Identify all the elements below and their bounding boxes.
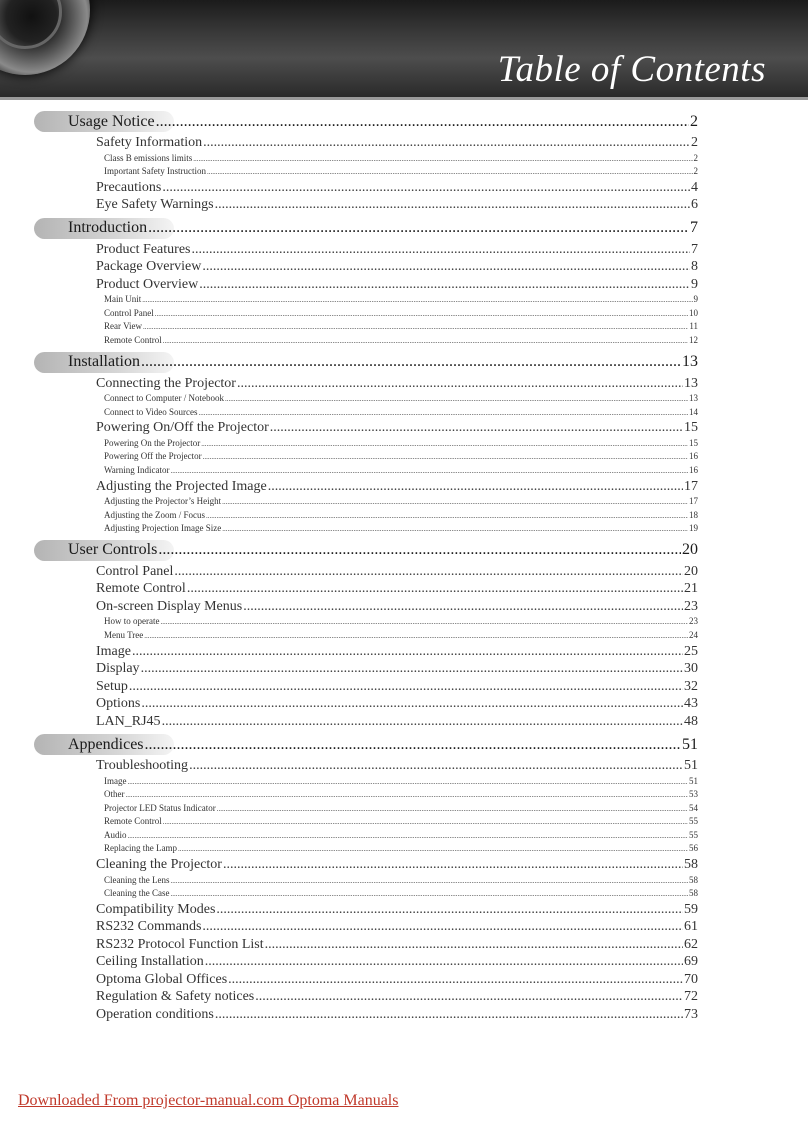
toc-entry-page-number: 30 xyxy=(684,661,698,676)
dot-leader xyxy=(223,857,683,873)
dot-leader xyxy=(160,616,688,626)
toc-entry-label: Product Features xyxy=(96,241,191,257)
toc-entry-label: Package Overview xyxy=(96,259,202,275)
toc-entry-level-1[interactable] xyxy=(34,217,698,240)
dot-leader xyxy=(217,803,688,813)
toc-entry-label: Optoma Global Offices xyxy=(96,971,228,987)
toc-entry-level-2[interactable] xyxy=(96,1007,698,1025)
toc-entry-level-2[interactable] xyxy=(96,919,698,937)
toc-entry-page-number: 32 xyxy=(684,678,698,694)
dot-leader xyxy=(145,736,681,754)
toc-entry-level-3[interactable] xyxy=(104,789,698,803)
dot-leader xyxy=(143,321,688,331)
dot-leader xyxy=(132,644,683,660)
toc-entry-page-number: 23 xyxy=(684,598,698,614)
toc-entry-level-3[interactable] xyxy=(104,630,698,644)
toc-entry-level-3[interactable] xyxy=(104,875,698,889)
toc-entry-page-number: 51 xyxy=(689,775,698,786)
toc-entry-label: Setup xyxy=(96,678,128,694)
dot-leader xyxy=(237,376,683,392)
toc-entry-page-number: 6 xyxy=(691,197,698,213)
toc-entry-level-3[interactable] xyxy=(104,407,698,421)
toc-entry-page-number: 7 xyxy=(690,219,698,237)
dot-leader xyxy=(222,523,688,533)
dot-leader xyxy=(270,420,683,436)
toc-entry-label: Connecting the Projector xyxy=(96,375,236,391)
toc-entry-label: Main Unit xyxy=(104,294,142,305)
toc-entry-label: Regulation & Safety notices xyxy=(96,989,255,1005)
toc-entry-page-number: 16 xyxy=(689,451,698,462)
toc-entry-page-number: 56 xyxy=(689,843,698,854)
toc-entry-level-1[interactable] xyxy=(34,733,698,756)
toc-entry-level-2[interactable] xyxy=(96,679,698,697)
toc-entry-page-number: 55 xyxy=(689,829,698,840)
toc-entry-level-3[interactable] xyxy=(104,510,698,524)
toc-entry-level-2[interactable] xyxy=(96,661,698,679)
dot-leader xyxy=(215,1007,683,1023)
toc-entry-label: Image xyxy=(104,775,127,786)
toc-entry-label: Cleaning the Lens xyxy=(104,874,170,885)
dot-leader xyxy=(222,496,688,506)
toc-entry-label: Audio xyxy=(104,829,127,840)
toc-entry-page-number: 24 xyxy=(689,629,698,640)
toc-entry-label: Eye Safety Warnings xyxy=(96,197,214,213)
toc-entry-level-2[interactable] xyxy=(96,277,698,295)
toc-entry-page-number: 15 xyxy=(684,420,698,436)
toc-entry-page-number: 8 xyxy=(691,259,698,275)
toc-entry-label: Remote Control xyxy=(96,581,186,597)
toc-entry-label: RS232 Commands xyxy=(96,919,202,935)
toc-entry-level-3[interactable] xyxy=(104,438,698,452)
toc-entry-label: Powering On the Projector xyxy=(104,437,201,448)
toc-entry-level-3[interactable] xyxy=(104,153,698,167)
toc-entry-level-3[interactable] xyxy=(104,803,698,817)
dot-leader xyxy=(199,277,690,293)
toc-entry-level-3[interactable] xyxy=(104,888,698,902)
toc-entry-page-number: 58 xyxy=(689,888,698,899)
toc-entry-label: Replacing the Lamp xyxy=(104,843,177,854)
toc-entry-page-number: 2 xyxy=(690,112,698,130)
toc-entry-label: Introduction xyxy=(68,219,148,237)
toc-entry-level-3[interactable] xyxy=(104,451,698,465)
toc-entry-page-number: 43 xyxy=(684,696,698,711)
dot-leader xyxy=(178,843,688,853)
toc-entry-label: Important Safety Instruction xyxy=(104,166,206,177)
toc-entry-page-number: 73 xyxy=(684,1006,698,1022)
dot-leader xyxy=(228,972,683,988)
dot-leader xyxy=(255,989,683,1005)
dot-leader xyxy=(141,353,681,371)
dot-leader xyxy=(129,679,683,695)
dot-leader xyxy=(158,541,681,559)
toc-entry-label: Warning Indicator xyxy=(104,464,170,475)
toc-entry-level-2[interactable] xyxy=(96,197,698,215)
header-divider xyxy=(0,97,808,100)
toc-entry-level-3[interactable] xyxy=(104,523,698,537)
toc-entry-page-number: 19 xyxy=(689,523,698,534)
toc-entry-page-number: 25 xyxy=(684,643,698,659)
dot-leader xyxy=(206,510,688,520)
toc-entry-level-3[interactable] xyxy=(104,496,698,510)
toc-entry-page-number: 9 xyxy=(691,276,698,292)
toc-entry-level-1[interactable] xyxy=(34,110,698,133)
dot-leader xyxy=(155,308,688,318)
toc-entry-page-number: 2 xyxy=(691,135,698,150)
toc-entry-level-3[interactable] xyxy=(104,166,698,180)
toc-entry-page-number: 53 xyxy=(689,789,698,800)
toc-entry-label: Control Panel xyxy=(96,563,174,579)
toc-entry-page-number: 51 xyxy=(682,735,698,753)
toc-entry-page-number: 62 xyxy=(684,936,698,952)
toc-entry-label: On-screen Display Menus xyxy=(96,598,243,614)
dot-leader xyxy=(142,294,692,304)
toc-entry-level-2[interactable] xyxy=(96,758,698,776)
toc-entry-label: LAN_RJ45 xyxy=(96,713,161,729)
dot-leader xyxy=(162,714,683,730)
toc-entry-label: Usage Notice xyxy=(68,112,155,130)
toc-entry-page-number: 4 xyxy=(691,179,698,195)
toc-entry-level-3[interactable] xyxy=(104,321,698,335)
dot-leader xyxy=(128,830,689,840)
toc-entry-level-2[interactable] xyxy=(96,902,698,920)
toc-entry-level-1[interactable] xyxy=(34,351,698,374)
toc-entry-page-number: 9 xyxy=(693,294,698,305)
toc-entry-level-2[interactable] xyxy=(96,989,698,1007)
toc-entry-page-number: 20 xyxy=(684,563,698,579)
dot-leader xyxy=(170,888,688,898)
toc-entry-label: Cleaning the Case xyxy=(104,888,170,899)
toc-entry-page-number: 12 xyxy=(689,334,698,345)
toc-entry-page-number: 59 xyxy=(684,901,698,917)
toc-entry-level-2[interactable] xyxy=(96,599,698,617)
dot-leader xyxy=(141,661,683,677)
toc-entry-label: Precautions xyxy=(96,179,162,195)
toc-entry-level-2[interactable] xyxy=(96,954,698,972)
toc-entry-level-3[interactable] xyxy=(104,830,698,844)
toc-entry-level-2[interactable] xyxy=(96,644,698,662)
toc-entry-level-2[interactable] xyxy=(96,180,698,198)
toc-entry-page-number: 21 xyxy=(684,581,698,597)
toc-entry-page-number: 20 xyxy=(682,541,698,559)
dot-leader xyxy=(171,465,688,475)
toc-entry-level-3[interactable] xyxy=(104,465,698,479)
dot-leader xyxy=(268,479,683,495)
toc-entry-page-number: 2 xyxy=(693,166,698,177)
toc-entry-level-2[interactable] xyxy=(96,479,698,497)
toc-entry-page-number: 13 xyxy=(689,393,698,404)
toc-entry-label: Remote Control xyxy=(104,816,162,827)
dot-leader xyxy=(162,180,690,196)
toc-entry-level-2[interactable] xyxy=(96,420,698,438)
toc-entry-label: Operation conditions xyxy=(96,1006,214,1022)
toc-entry-page-number: 10 xyxy=(689,307,698,318)
toc-entry-level-2[interactable] xyxy=(96,376,698,394)
toc-entry-level-3[interactable] xyxy=(104,843,698,857)
toc-entry-level-3[interactable] xyxy=(104,335,698,349)
dot-leader xyxy=(193,153,692,163)
toc-entry-page-number: 17 xyxy=(689,496,698,507)
dot-leader xyxy=(189,758,683,774)
dot-leader xyxy=(148,219,689,237)
toc-entry-page-number: 72 xyxy=(684,989,698,1005)
toc-entry-label: Rear View xyxy=(104,321,143,332)
dot-leader xyxy=(265,937,683,953)
toc-entry-level-3[interactable] xyxy=(104,393,698,407)
toc-entry-level-3[interactable] xyxy=(104,776,698,790)
toc-entry-label: Powering Off the Projector xyxy=(104,451,202,462)
dot-leader xyxy=(141,696,683,712)
toc-entry-page-number: 23 xyxy=(689,616,698,627)
dot-leader xyxy=(170,875,688,885)
page-header xyxy=(0,0,808,97)
toc-entry-page-number: 69 xyxy=(684,954,698,970)
dot-leader xyxy=(144,630,688,640)
dot-leader xyxy=(191,242,690,258)
toc-entry-label: Image xyxy=(96,643,131,659)
toc-entry-page-number: 58 xyxy=(689,874,698,885)
toc-entry-label: Appendices xyxy=(68,735,144,753)
dot-leader xyxy=(205,954,683,970)
toc-entry-label: Safety Information xyxy=(96,135,203,150)
dot-leader xyxy=(207,166,693,176)
toc-entry-level-2[interactable] xyxy=(96,581,698,599)
dot-leader xyxy=(202,259,690,275)
dot-leader xyxy=(203,135,690,151)
dot-leader xyxy=(156,113,689,131)
dot-leader xyxy=(128,776,689,786)
toc-entry-page-number: 54 xyxy=(689,802,698,813)
toc-entry-level-3[interactable] xyxy=(104,308,698,322)
toc-entry-page-number: 16 xyxy=(689,464,698,475)
toc-entry-label: Ceiling Installation xyxy=(96,954,204,970)
toc-entry-label: Menu Tree xyxy=(104,629,144,640)
toc-entry-page-number: 55 xyxy=(689,816,698,827)
toc-entry-page-number: 48 xyxy=(684,713,698,729)
toc-entry-page-number: 18 xyxy=(689,509,698,520)
toc-entry-label: Other xyxy=(104,789,125,800)
toc-entry-label: Adjusting the Projector’s Height xyxy=(104,496,222,507)
toc-entry-page-number: 58 xyxy=(684,857,698,873)
toc-entry-label: Troubleshooting xyxy=(96,758,189,773)
toc-entry-label: Installation xyxy=(68,353,140,371)
toc-entry-label: Display xyxy=(96,661,140,676)
dot-leader xyxy=(203,451,688,461)
toc-entry-level-2[interactable] xyxy=(96,564,698,582)
toc-entry-label: Connect to Video Sources xyxy=(104,406,198,417)
toc-entry-level-3[interactable] xyxy=(104,816,698,830)
dot-leader xyxy=(187,581,683,597)
dot-leader xyxy=(225,393,688,403)
toc-entry-label: How to operate xyxy=(104,616,160,627)
dot-leader xyxy=(201,438,688,448)
toc-entry-page-number: 13 xyxy=(682,353,698,371)
page-title: Table of Contents xyxy=(497,49,766,90)
dot-leader xyxy=(199,407,688,417)
toc-entry-label: Compatibility Modes xyxy=(96,901,216,917)
toc-entry-label: Projector LED Status Indicator xyxy=(104,802,216,813)
dot-leader xyxy=(215,197,690,213)
toc-entry-label: Control Panel xyxy=(104,307,154,318)
toc-entry-label: Class B emissions limits xyxy=(104,152,193,163)
dot-leader xyxy=(174,564,683,580)
toc-entry-page-number: 2 xyxy=(693,152,698,163)
toc-entry-label: Adjusting the Zoom / Focus xyxy=(104,509,205,520)
dot-leader xyxy=(126,789,689,799)
dot-leader xyxy=(216,902,683,918)
toc-entry-level-2[interactable] xyxy=(96,242,698,260)
toc-entry-label: Options xyxy=(96,696,141,711)
toc-entry-level-3[interactable] xyxy=(104,294,698,308)
toc-entry-level-2[interactable] xyxy=(96,972,698,990)
toc-entry-label: Adjusting Projection Image Size xyxy=(104,523,222,534)
toc-entry-page-number: 13 xyxy=(684,375,698,391)
toc-entry-level-2[interactable] xyxy=(96,259,698,277)
toc-entry-page-number: 70 xyxy=(684,971,698,987)
toc-entry-level-2[interactable] xyxy=(96,857,698,875)
dot-leader xyxy=(163,816,688,826)
toc-entry-level-2[interactable] xyxy=(96,135,698,153)
toc-entry-label: User Controls xyxy=(68,541,158,559)
toc-entry-label: Powering On/Off the Projector xyxy=(96,420,269,436)
toc-entry-label: Product Overview xyxy=(96,276,199,292)
toc-entry-page-number: 51 xyxy=(684,758,698,773)
toc-entry-page-number: 15 xyxy=(689,437,698,448)
toc-entry-page-number: 17 xyxy=(684,478,698,494)
toc-entry-level-2[interactable] xyxy=(96,937,698,955)
toc-entry-label: Connect to Computer / Notebook xyxy=(104,393,224,404)
table-of-contents xyxy=(0,108,808,1024)
toc-entry-level-3[interactable] xyxy=(104,616,698,630)
dot-leader xyxy=(202,919,683,935)
toc-entry-level-2[interactable] xyxy=(96,696,698,714)
dot-leader xyxy=(163,335,688,345)
toc-entry-label: Cleaning the Projector xyxy=(96,857,222,873)
toc-entry-page-number: 14 xyxy=(689,406,698,417)
toc-entry-label: Remote Control xyxy=(104,334,162,345)
toc-entry-page-number: 7 xyxy=(691,241,698,257)
toc-entry-label: Adjusting the Projected Image xyxy=(96,478,267,494)
toc-entry-page-number: 61 xyxy=(684,919,698,935)
toc-entry-level-1[interactable] xyxy=(34,539,698,562)
toc-entry-page-number: 11 xyxy=(689,321,698,332)
toc-entry-level-2[interactable] xyxy=(96,714,698,732)
dot-leader xyxy=(243,599,683,615)
download-source-link[interactable]: Downloaded From projector-manual.com Optoma Manuals xyxy=(18,1092,399,1109)
toc-entry-label: RS232 Protocol Function List xyxy=(96,936,264,952)
